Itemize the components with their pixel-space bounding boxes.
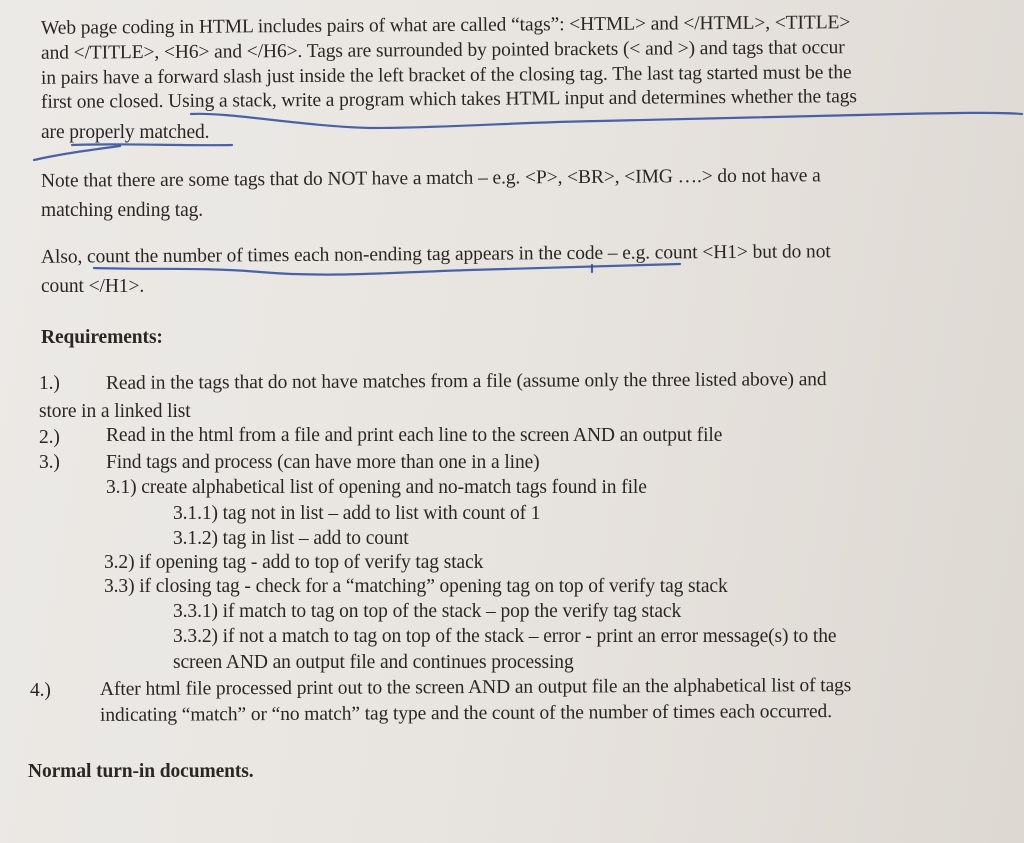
also-line-1: Also, count the number of times each non-ending tag appears in the code – e.g. count <H1> but do not (40, 241, 831, 268)
pen-underline-slash (34, 146, 120, 160)
intro-line-5: are properly matched. (41, 122, 210, 143)
req-4-line-1: After html file processed print out to the screen AND an output file an the alphabetical list of tags (99, 675, 852, 700)
req-3-line-1: Find tags and process (can have more than one in a line) (106, 452, 540, 473)
req-1-line-1: Read in the tags that do not have matches from a file (assume only the three listed above) and (105, 369, 827, 394)
requirements-heading: Requirements: (41, 327, 163, 348)
req-3-1-2: 3.1.2) tag in list – add to count (173, 528, 409, 549)
note-line-2: matching ending tag. (41, 200, 204, 221)
turn-in-note: Normal turn-in documents. (28, 761, 254, 782)
req-2-number: 2.) (39, 427, 60, 448)
intro-line-1: Web page coding in HTML includes pairs of what are called “tags”: <HTML> and </HTML>, <TITLE> (40, 12, 851, 39)
req-3-3-1: 3.3.1) if match to tag on top of the stack – pop the verify tag stack (173, 601, 682, 622)
req-3-1-1: 3.1.1) tag not in list – add to list with count of 1 (173, 503, 541, 524)
req-4-number: 4.) (30, 680, 51, 701)
req-4-line-2: indicating “match” or “no match” tag type and the count of the number of times each occurred. (99, 701, 833, 726)
req-3-3-2-line-1: 3.3.2) if not a match to tag on top of the stack – error - print an error message(s) to the (173, 626, 837, 647)
req-3-1: 3.1) create alphabetical list of opening and no-match tags found in file (106, 477, 647, 498)
also-line-2: count </H1>. (41, 276, 145, 297)
req-2-line-1: Read in the html from a file and print each line to the screen AND an output file (106, 425, 723, 446)
pen-underline-using-a-stack (191, 113, 1022, 128)
intro-line-3: in pairs have a forward slash just inside the left bracket of the closing tag. The last tag started must be the (40, 62, 852, 89)
intro-line-2: and </TITLE>, <H6> and </H6>. Tags are surrounded by pointed brackets (< and >) and tags that occur (40, 37, 845, 64)
req-3-3-2-line-2: screen AND an output file and continues processing (173, 652, 574, 673)
req-3-3: 3.3) if closing tag - check for a “matching” opening tag on top of verify tag stack (104, 576, 728, 597)
req-3-number: 3.) (39, 452, 60, 473)
note-line-1: Note that there are some tags that do NOT have a match – e.g. <P>, <BR>, <IMG ….> do not have a (40, 165, 821, 192)
req-3-2: 3.2) if opening tag - add to top of verify tag stack (104, 552, 484, 573)
req-1-line-2: store in a linked list (39, 401, 191, 422)
req-1-number: 1.) (39, 373, 60, 394)
intro-line-4: first one closed. Using a stack, write a program which takes HTML input and determines whether the tags (40, 86, 857, 113)
